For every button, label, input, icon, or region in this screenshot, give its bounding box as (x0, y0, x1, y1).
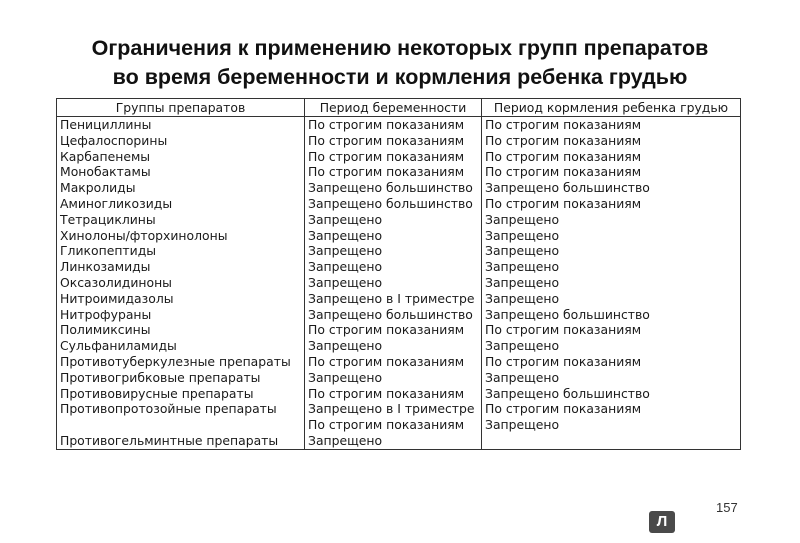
breastfeeding-cell: По строгим показаниям (482, 149, 741, 165)
table-row (57, 133, 741, 149)
table-header-row (57, 99, 741, 117)
pregnancy-text: Запрещено (308, 274, 383, 290)
pregnancy-text: Запрещено (308, 243, 383, 259)
table-row (57, 401, 741, 417)
pregnancy-cell (305, 149, 482, 165)
pregnancy-text: Запрещено большинство (308, 306, 473, 322)
pregnancy-text: По строгим показаниям (308, 117, 465, 132)
breastfeeding-cell: Запрещено (482, 243, 741, 259)
pregnancy-cell (305, 307, 482, 323)
pregnancy-text: Запрещено (308, 259, 383, 275)
pregnancy-text: Запрещено (308, 369, 383, 385)
title-line-1: Ограничения к применению некоторых групп препаратов (91, 36, 709, 60)
breastfeeding-cell: Запрещено (482, 291, 741, 307)
breastfeeding-cell: Запрещено большинство (482, 386, 741, 402)
table-row (57, 117, 741, 133)
page-number: 157 (716, 500, 738, 515)
breastfeeding-cell: По строгим показаниям (482, 133, 741, 149)
pregnancy-text: По строгим показаниям (308, 385, 465, 401)
pregnancy-text: Запрещено большинство (308, 180, 473, 196)
header-drug-groups: Группы препаратов (57, 99, 305, 117)
table-row (57, 307, 741, 323)
table-row (57, 164, 741, 180)
pregnancy-cell (305, 370, 482, 386)
table-row (57, 196, 741, 212)
pregnancy-cell (305, 212, 482, 228)
table-row (57, 180, 741, 196)
table-row (57, 417, 741, 449)
drug-restrictions-table (56, 98, 741, 450)
drug-group-cell: Цефалоспорины (57, 133, 305, 149)
breastfeeding-cell: Запрещено (482, 259, 741, 275)
drug-group-cell: Карбапенемы (57, 149, 305, 165)
breastfeeding-cell: По строгим показаниям (482, 322, 741, 338)
pregnancy-cell (305, 275, 482, 291)
drug-group-cell: Нитрофураны (57, 307, 305, 323)
pregnancy-text: По строгим показаниям (308, 148, 465, 164)
drug-group-cell: Тетрациклины (57, 212, 305, 228)
drug-group-cell: Противопротозойные препараты (57, 401, 305, 417)
breastfeeding-cell: По строгим показаниям (482, 196, 741, 212)
table-row (57, 243, 741, 259)
drug-group-cell: Противовирусные препараты (57, 386, 305, 402)
table-body (57, 117, 741, 450)
pregnancy-cell (305, 401, 482, 417)
pregnancy-cell (305, 196, 482, 212)
header-pregnancy: Период беременности (305, 99, 482, 117)
table-row (57, 228, 741, 244)
drug-group-cell: Гликопептиды (57, 243, 305, 259)
breastfeeding-cell: По строгим показаниям (482, 164, 741, 180)
pregnancy-text: По строгим показаниям (308, 322, 465, 338)
drug-group-cell: Пенициллины (57, 117, 305, 133)
pregnancy-cell (305, 243, 482, 259)
table-row (57, 275, 741, 291)
pregnancy-cell (305, 228, 482, 244)
pregnancy-text: Запрещено в I триместре (308, 290, 475, 306)
breastfeeding-cell: По строгим показаниям (482, 401, 741, 417)
pregnancy-text: Запрещено (308, 432, 383, 448)
pregnancy-text: По строгим показаниям (308, 353, 465, 369)
drug-group-cell: Аминогликозиды (57, 196, 305, 212)
drug-group-cell: Монобактамы (57, 164, 305, 180)
pregnancy-cell (305, 164, 482, 180)
table-row (57, 354, 741, 370)
breastfeeding-cell: Запрещено (482, 370, 741, 386)
pregnancy-text: По строгим показаниям (308, 417, 465, 433)
drug-group-cell: Сульфаниламиды (57, 338, 305, 354)
breastfeeding-cell: Запрещено (482, 275, 741, 291)
breastfeeding-cell: По строгим показаниям (482, 117, 741, 133)
pregnancy-cell (305, 354, 482, 370)
pregnancy-text: Запрещено большинство (308, 195, 473, 211)
drug-group-cell: Противогельминтные препараты (57, 417, 305, 449)
table-row (57, 149, 741, 165)
table-row (57, 370, 741, 386)
breastfeeding-cell: Запрещено большинство (482, 180, 741, 196)
pregnancy-text: Запрещено (308, 227, 383, 243)
drug-group-cell: Полимиксины (57, 322, 305, 338)
breastfeeding-cell: Запрещено (482, 212, 741, 228)
pregnancy-cell (305, 417, 482, 449)
pregnancy-text: Запрещено в I триместре (308, 401, 475, 417)
publisher-logo: Л (649, 511, 675, 533)
breastfeeding-cell: Запрещено большинство (482, 307, 741, 323)
pregnancy-text: По строгим показаниям (308, 164, 465, 180)
pregnancy-cell (305, 386, 482, 402)
table-row (57, 291, 741, 307)
pregnancy-cell (305, 338, 482, 354)
drug-group-cell: Хинолоны/фторхинолоны (57, 228, 305, 244)
pregnancy-cell (305, 322, 482, 338)
pregnancy-text: Запрещено (308, 338, 383, 354)
drug-group-cell: Макролиды (57, 180, 305, 196)
drug-group-cell: Линкозамиды (57, 259, 305, 275)
table-row (57, 259, 741, 275)
page-title (0, 34, 800, 92)
breastfeeding-cell: Запрещено (482, 417, 741, 449)
pregnancy-text: По строгим показаниям (308, 132, 465, 148)
table-row (57, 322, 741, 338)
pregnancy-cell (305, 291, 482, 307)
table-row (57, 212, 741, 228)
table-row (57, 338, 741, 354)
pregnancy-text: Запрещено (308, 211, 383, 227)
table-row (57, 386, 741, 402)
pregnancy-cell (305, 117, 482, 133)
drug-group-cell: Противотуберкулезные препараты (57, 354, 305, 370)
header-breastfeeding: Период кормления ребенка грудью (482, 99, 741, 117)
breastfeeding-cell: Запрещено (482, 338, 741, 354)
title-line-2: во время беременности и кормления ребенка грудью (112, 65, 688, 89)
drug-group-cell: Противогрибковые препараты (57, 370, 305, 386)
drug-group-cell: Оксазолидиноны (57, 275, 305, 291)
breastfeeding-cell: По строгим показаниям (482, 354, 741, 370)
drug-group-cell: Нитроимидазолы (57, 291, 305, 307)
pregnancy-cell (305, 133, 482, 149)
pregnancy-cell (305, 259, 482, 275)
pregnancy-cell (305, 180, 482, 196)
breastfeeding-cell: Запрещено (482, 228, 741, 244)
